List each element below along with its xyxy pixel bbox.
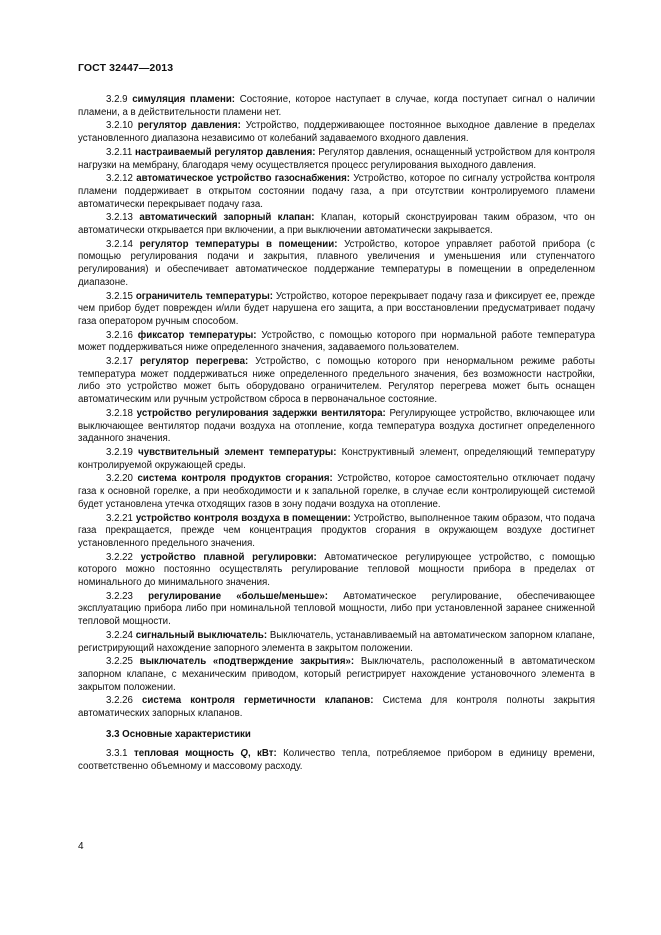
definition-paragraph: [78, 591, 595, 629]
definition-text: Система для контроля полноты закрытия автоматических запорных клапанов.: [78, 695, 595, 720]
definition-number: 3.2.15: [106, 290, 133, 302]
definition-number: 3.2.14: [106, 238, 133, 250]
definition-number: 3.2.23: [106, 590, 133, 602]
definition-text: Автоматическое регулирующее устройство, с помощью которого можно постоянно осуществлять регулирование тепловой мощности прибора в пределах от номинального до минимального значения.: [78, 551, 595, 589]
definition-term: устройство регулирования задержки вентилятора:: [136, 407, 386, 419]
definition-paragraph: [78, 291, 595, 329]
definition-term: выключатель «подтверждение закрытия»:: [139, 656, 355, 668]
definition-text: Устройство, с помощью которого при нормальной работе температура может поддерживаться ниже определенного значения, задаваемого пользователем.: [78, 329, 595, 354]
definition-text: Клапан, который сконструирован таким образом, что он автоматически открывается при включении, а при выключении автоматически закрывается.: [78, 212, 595, 237]
definition-number: 3.2.20: [106, 473, 133, 485]
definition-text: Регулирующее устройство, включающее или выключающее вентилятор подачи воздуха на отопление, когда температура воздуха достигнет определенного заданного значения.: [78, 407, 595, 445]
definition-term: чувствительный элемент температуры:: [138, 446, 337, 458]
definition-paragraph: [78, 447, 595, 472]
definition-number: 3.2.13: [106, 212, 133, 224]
definition-text: Устройство, которое по сигналу устройства контроля пламени поддерживает в открытом состоянии подачу газа, а при отсутствии контролируемого пламени автоматически перекрывает подачу газа.: [78, 173, 595, 210]
definition-paragraph: [78, 94, 595, 119]
definition-text: Автоматическое регулирование, обеспечивающее эксплуатацию прибора либо при номинальной тепловой мощности, либо при установленной заранее сниженной тепловой мощности.: [78, 590, 595, 628]
definition-number: 3.2.21: [106, 512, 133, 524]
definition-term: система контроля продуктов сгорания:: [137, 473, 333, 485]
definition-term: сигнальный выключатель:: [135, 629, 268, 641]
definition-text: Устройство, с помощью которого при ненормальном режиме работы температура может поддерживаться ниже определенного предельного значения, без возможности настройки, либо это устройство может быть оборудовано ограничителем. Регулятор перегрева может быть оснащен автоматическим или ручным устройством сброса в первоначальное состояние.: [78, 356, 595, 406]
definition-number: 3.2.10: [106, 120, 133, 132]
definition-text: Состояние, которое наступает в случае, когда поступает сигнал о наличии пламени, а в действительности пламени нет.: [78, 94, 595, 118]
definition-term: автоматическое устройство газоснабжения:: [136, 173, 350, 185]
definition-paragraph: [78, 408, 595, 446]
definition-term: регулятор температуры в помещении:: [139, 238, 338, 250]
definition-text: Конструктивный элемент, определяющий температуру контролируемой окружающей среды.: [78, 446, 595, 471]
definition-text: Устройство, выполненное таким образом, что подача газа прекращается, прежде чем концентрация продуктов сгорания в окружающем воздухе достигнет установленного предельного значения.: [78, 512, 596, 549]
definition-number: 3.2.25: [106, 656, 133, 668]
definition-number: 3.2.24: [106, 629, 133, 641]
definition-paragraph: [78, 330, 595, 355]
definition-paragraph: [78, 473, 595, 511]
definition-number: 3.2.17: [106, 356, 133, 368]
definition-term: автоматический запорный клапан:: [139, 212, 315, 224]
symbol: Q: [240, 748, 248, 760]
section-heading: 3.3 Основные характеристики: [106, 728, 251, 740]
definition-term: симуляция пламени:: [132, 94, 236, 105]
definition-text: Устройство, которое перекрывает подачу газа и фиксирует ее, прежде чем прибор будет поврежден и/или будет нарушена его защита, а при восстановлении предусматривает подачу газа оператором ручным способом.: [78, 290, 595, 327]
definition-number: 3.3.1: [106, 748, 128, 760]
definition-paragraph: [78, 147, 595, 172]
definition-term: тепловая мощность Q, кВт:: [133, 748, 277, 760]
definition-term: устройство плавной регулировки:: [140, 551, 317, 563]
definition-paragraph: [78, 356, 595, 407]
page-number: 4: [78, 841, 84, 852]
definition-paragraph: [78, 695, 595, 720]
definition-text: Устройство, поддерживающее постоянное выходное давление в пределах установленного диапазона независимо от колебаний задаваемого входного давления.: [78, 120, 595, 145]
definition-paragraph: [78, 748, 595, 773]
definition-paragraph: [78, 513, 595, 551]
definition-text: Выключатель, расположенный в автоматическом запорном клапане, с механическим приводом, который регистрирует нахождение установочного элемента в закрытом положении.: [78, 656, 595, 693]
definition-term: регулятор давления:: [137, 120, 241, 132]
definition-number: 3.2.11: [106, 146, 133, 158]
definition-term: регулятор перегрева:: [139, 356, 249, 368]
definition-paragraph: [78, 173, 595, 211]
document-header: ГОСТ 32447—2013: [78, 62, 174, 74]
definition-text: Регулятор давления, оснащенный устройством для контроля нагрузки на мембрану, благодаря чему осуществляется процесс регулирования выходного давления.: [78, 146, 595, 171]
document-body: [78, 94, 595, 775]
definition-paragraph: [78, 656, 595, 694]
definition-paragraph: [78, 630, 595, 655]
definition-term: устройство контроля воздуха в помещении:: [135, 512, 351, 524]
definition-text: Выключатель, устанавливаемый на автоматическом запорном клапане, регистрирующий нахождение запорного элемента в закрытом положении.: [78, 629, 595, 654]
definition-text: Количество тепла, потребляемое прибором в единицу времени, соответственно объемному и массовому расходу.: [78, 748, 595, 773]
definition-paragraph: [78, 212, 595, 237]
definition-term: фиксатор температуры:: [137, 329, 257, 341]
definition-term: система контроля герметичности клапанов:: [142, 695, 374, 707]
definition-number: 3.2.22: [106, 551, 133, 563]
definition-number: 3.2.18: [106, 407, 133, 419]
definition-number: 3.2.19: [106, 446, 133, 458]
definition-number: 3.2.12: [106, 173, 133, 185]
definition-number: 3.2.9: [106, 94, 128, 105]
definition-number: 3.2.26: [106, 695, 133, 707]
definitions-list: [78, 94, 595, 721]
definition-term: ограничитель температуры:: [135, 290, 273, 302]
definition-paragraph: [78, 239, 595, 290]
definition-text: Устройство, которое управляет работой прибора (с помощью регулирования подачи и закрытия, плавного увеличения и уменьшения или ступенчатого регулирования) и обеспечивает автоматическое поддержание температуры в помещении в определенном диапазоне.: [78, 238, 595, 288]
definition-text: Устройство, которое самостоятельно отключает подачу газа к основной горелке, а при необходимости и к запальной горелке, в случае если контролирующей системой будет установлена утечка отходящих газов в зону подачи воздуха на отопление.: [78, 473, 595, 510]
definition-paragraph: [78, 120, 595, 145]
definition-term: настраиваемый регулятор давления:: [135, 146, 316, 158]
definition-paragraph: [78, 552, 595, 590]
definition-term: регулирование «больше/меньше»:: [148, 590, 329, 602]
definition-number: 3.2.16: [106, 329, 133, 341]
